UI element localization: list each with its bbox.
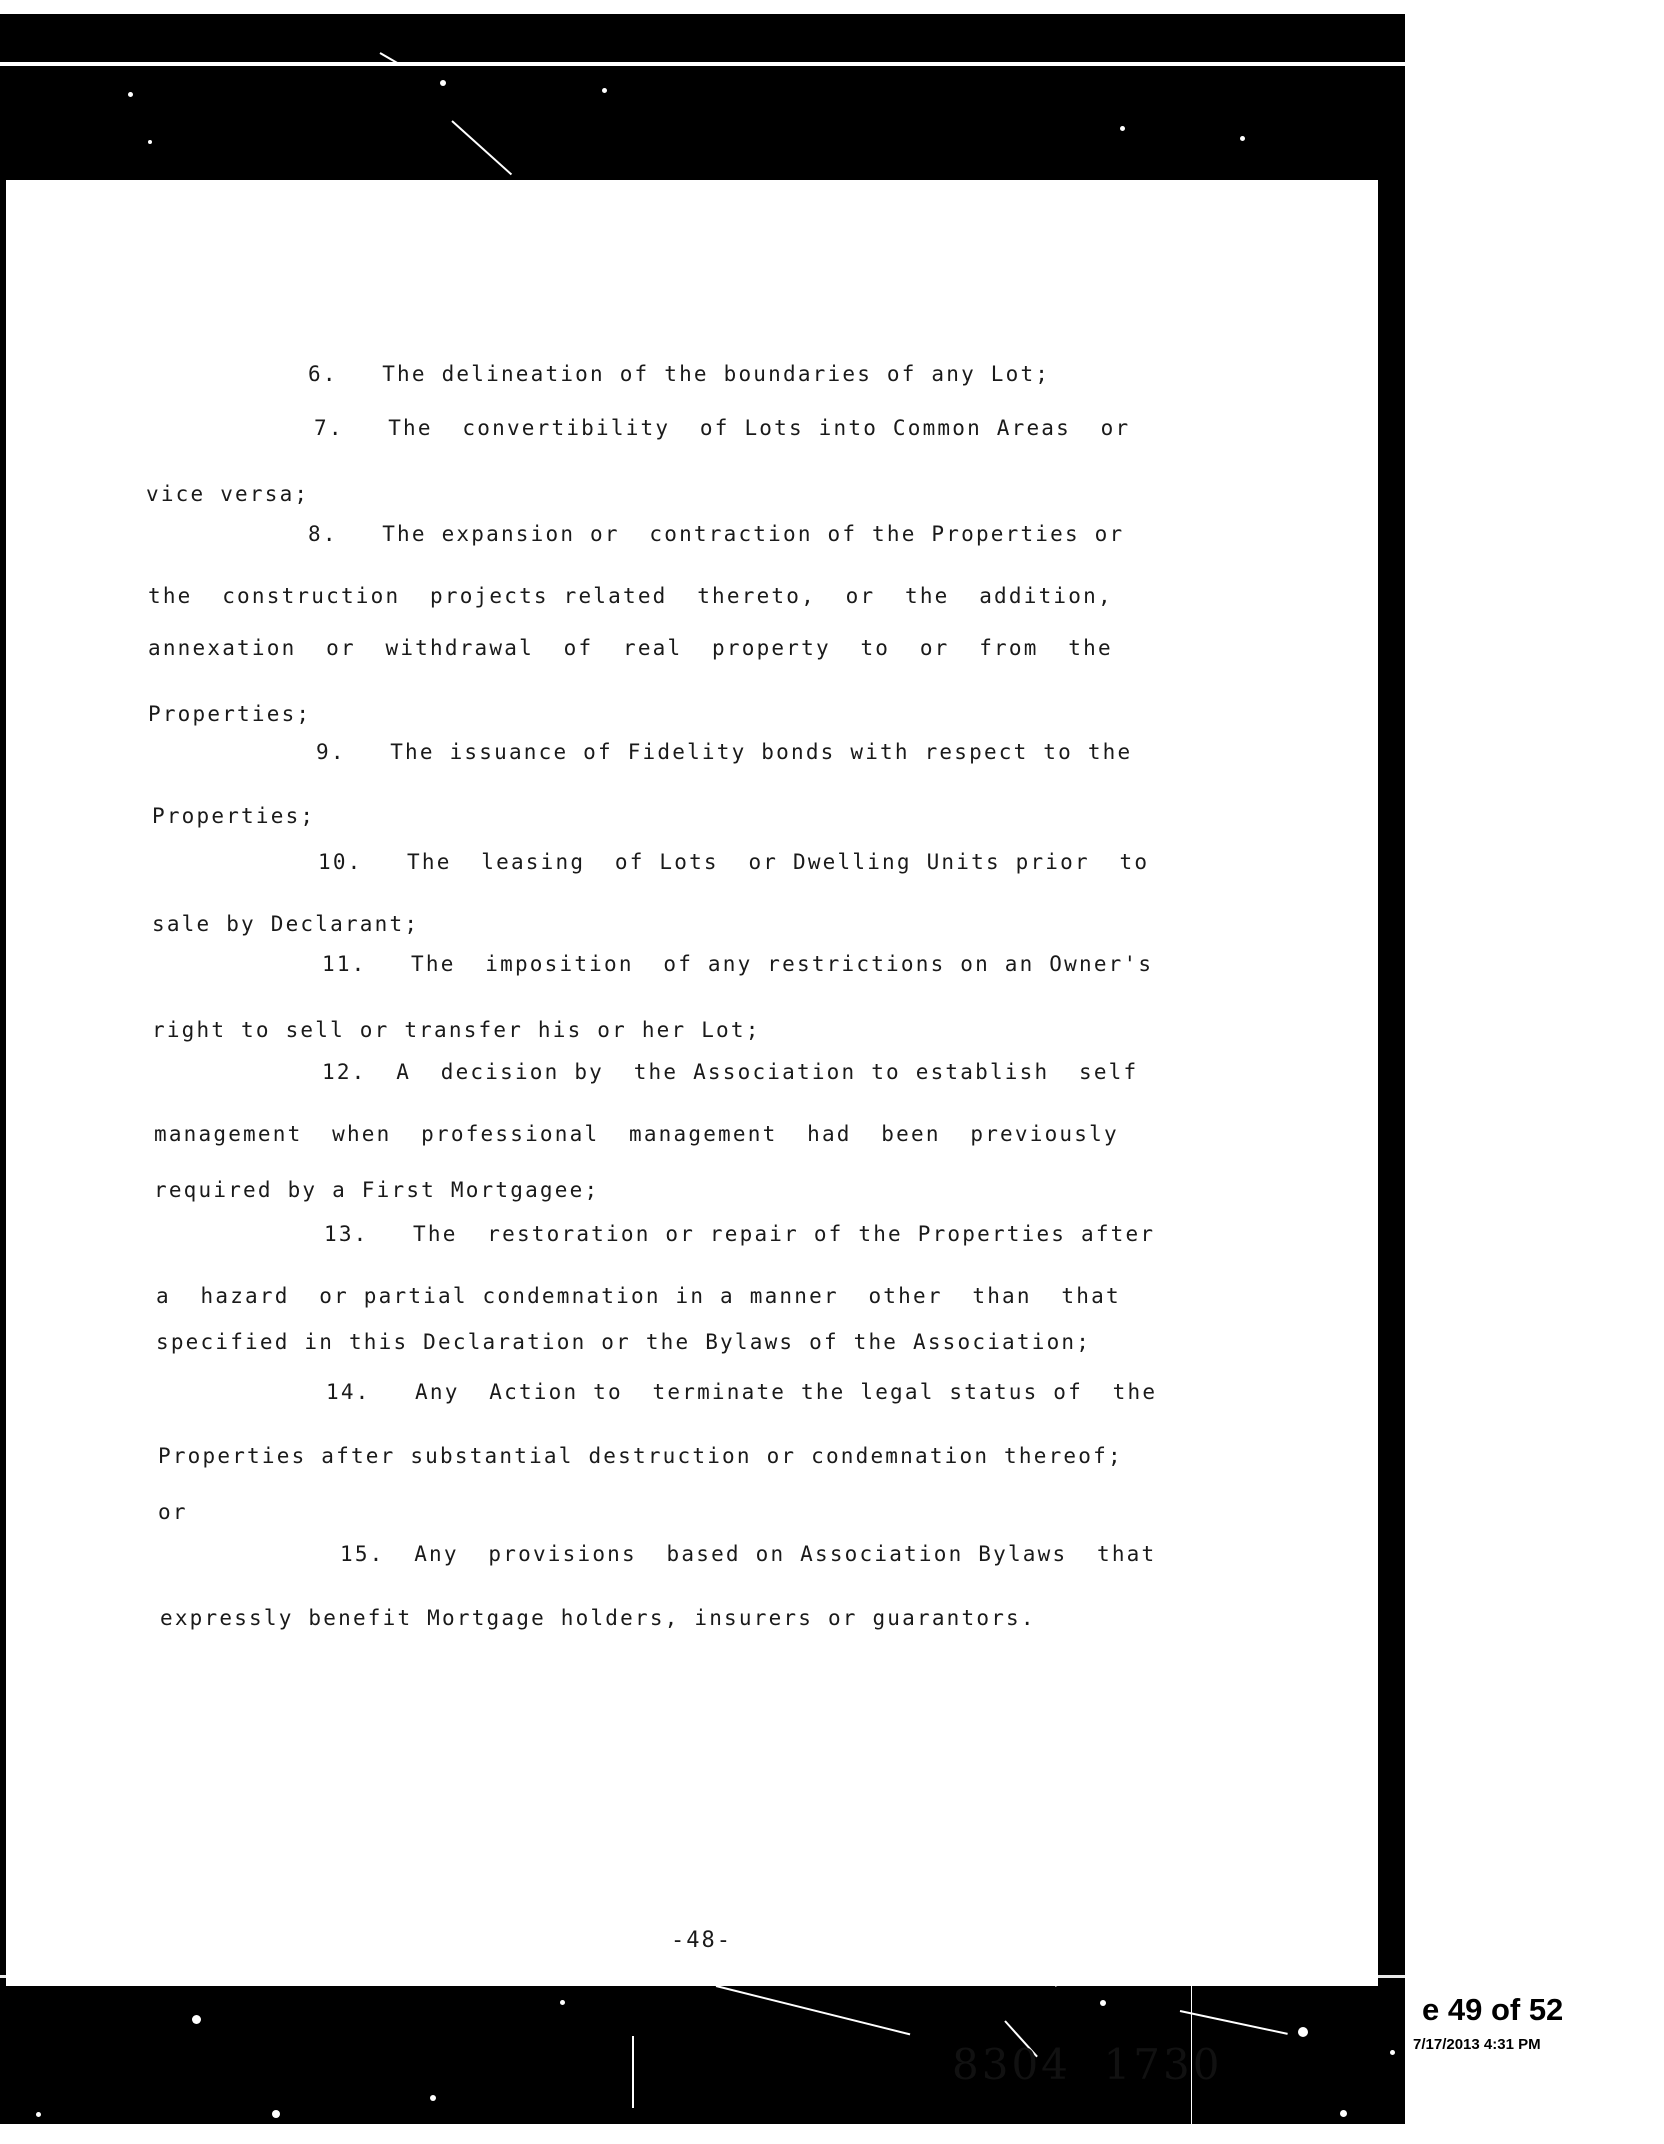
clause-14-continuation: or [158, 1500, 188, 1524]
scan-speck [272, 2110, 280, 2118]
clause-9-line: 9. The issuance of Fidelity bonds with respect to the [316, 740, 1133, 764]
scan-speck [560, 2000, 565, 2005]
clause-8-continuation: annexation or withdrawal of real property to or from the [148, 636, 1113, 660]
clause-10-continuation: sale by Declarant; [152, 912, 420, 936]
page-number: -48- [671, 1928, 732, 1953]
scan-speck [36, 2112, 41, 2117]
scan-speck [1298, 2027, 1308, 2037]
clause-12-line: 12. A decision by the Association to establish self [322, 1060, 1139, 1084]
scan-speck [1340, 2110, 1347, 2117]
clause-6-line: 6. The delineation of the boundaries of any Lot; [308, 362, 1051, 386]
clause-7-continuation: vice versa; [146, 482, 310, 506]
scan-speck [1120, 126, 1125, 131]
clause-8-continuation: Properties; [148, 702, 312, 726]
scan-speck [430, 2095, 436, 2101]
clause-12-continuation: required by a First Mortgagee; [154, 1178, 600, 1202]
scan-speck [148, 140, 152, 144]
clause-13-continuation: a hazard or partial condemnation in a manner other than that [156, 1284, 1121, 1308]
document-page [6, 180, 1378, 2089]
clause-11-continuation: right to sell or transfer his or her Lot; [152, 1018, 761, 1042]
scan-speck [192, 2015, 201, 2024]
clause-15-line: 15. Any provisions based on Association Bylaws that [340, 1542, 1157, 1566]
clause-15-continuation: expressly benefit Mortgage holders, insurers or guarantors. [160, 1606, 1036, 1630]
clause-8-line: 8. The expansion or contraction of the Properties or [308, 522, 1125, 546]
clause-14-continuation: Properties after substantial destruction or condemnation thereof; [158, 1444, 1123, 1468]
recording-number: 8304 1730 [952, 2040, 1223, 2089]
clause-10-line: 10. The leasing of Lots or Dwelling Units prior to [318, 850, 1150, 874]
scan-streak [632, 2036, 634, 2108]
viewer-footer [1405, 1985, 1664, 2095]
scan-speck [1240, 136, 1245, 141]
clause-13-continuation: specified in this Declaration or the Bylaws of the Association; [156, 1330, 1092, 1354]
clause-9-continuation: Properties; [152, 804, 316, 828]
clause-7-line: 7. The convertibility of Lots into Common Areas or [314, 416, 1131, 440]
scan-speck [602, 88, 607, 93]
scan-speck [440, 80, 446, 86]
clause-13-line: 13. The restoration or repair of the Properties after [324, 1222, 1156, 1246]
page-indicator: e 49 of 52 [1422, 1992, 1564, 2027]
scan-speck [1100, 2000, 1106, 2006]
print-timestamp: 7/17/2013 4:31 PM [1413, 2036, 1541, 2053]
clause-14-line: 14. Any Action to terminate the legal status of the [326, 1380, 1158, 1404]
scan-speck [128, 92, 133, 97]
clause-8-continuation: the construction projects related thereto, or the addition, [148, 584, 1113, 608]
scan-speck [1390, 2050, 1395, 2055]
clause-11-line: 11. The imposition of any restrictions on an Owner's [322, 952, 1154, 976]
scan-edge-line [0, 62, 1405, 66]
clause-12-continuation: management when professional management had been previously [154, 1122, 1119, 1146]
